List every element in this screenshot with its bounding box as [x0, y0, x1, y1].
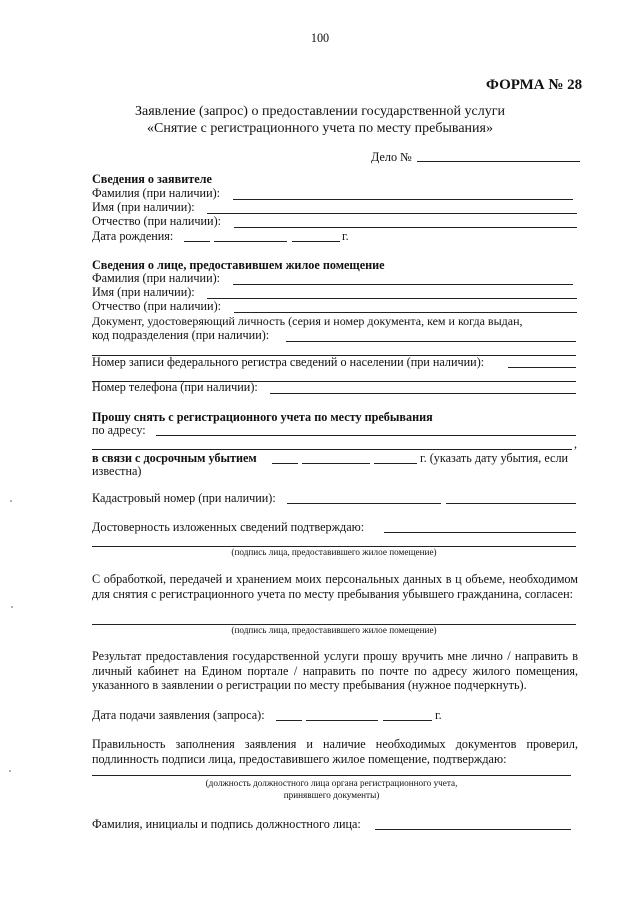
birthdate-year-field[interactable]	[292, 241, 340, 242]
provider-heading: Сведения о лице, предоставившем жилое помещение	[92, 258, 385, 272]
form-title-line1: Заявление (запрос) о предоставлении государственной услуги	[135, 104, 505, 119]
reliability-signature-caption: (подпись лица, предоставившего жилое помещение)	[231, 547, 437, 557]
consent-signature-caption: (подпись лица, предоставившего жилое помещение)	[231, 625, 437, 635]
submission-day-field[interactable]	[276, 720, 302, 721]
request-heading: Прошу снять с регистрационного учета по месту пребывания	[92, 410, 433, 424]
scan-speck	[10, 500, 12, 502]
submission-year-suffix: г.	[435, 708, 442, 722]
applicant-patronymic-field[interactable]	[234, 227, 577, 228]
result-text: Результат предоставления государственной услуги прошу вручить мне лично / направить в личный кабинет на Едином портале / направить по почте по адресу жилого помещения, указанного в заявлении о регистрации по месту пребывания (нужное подчеркнуть).	[92, 649, 578, 692]
provider-name-label: Имя (при наличии):	[92, 285, 195, 299]
provider-patronymic-label: Отчество (при наличии):	[92, 299, 222, 313]
submission-month-field[interactable]	[306, 720, 378, 721]
applicant-heading: Сведения о заявителе	[92, 172, 212, 186]
applicant-birthdate-label: Дата рождения:	[92, 229, 174, 243]
verification-signature-line[interactable]	[92, 775, 571, 776]
scan-speck	[11, 606, 13, 608]
birthdate-year-suffix: г.	[342, 229, 349, 243]
reliability-field[interactable]	[384, 532, 576, 533]
departure-day-field[interactable]	[272, 463, 298, 464]
official-signature-field[interactable]	[375, 829, 571, 830]
case-number-field[interactable]	[417, 161, 580, 162]
applicant-name-field[interactable]	[207, 213, 577, 214]
address-field[interactable]	[156, 435, 576, 436]
cadastral-label: Кадастровый номер (при наличии):	[92, 491, 276, 505]
birthdate-month-field[interactable]	[214, 241, 287, 242]
provider-name-field[interactable]	[207, 298, 577, 299]
cadastral-field-2[interactable]	[446, 503, 576, 504]
provider-surname-label: Фамилия (при наличии):	[92, 271, 221, 285]
provider-document-label-line1: Документ, удостоверяющий личность (серия и номер документа, кем и когда выдан,	[92, 314, 523, 328]
reliability-label: Достоверность изложенных сведений подтверждаю:	[92, 520, 365, 534]
verification-caption-line1: (должность должностного лица органа регистрационного учета,	[205, 778, 458, 788]
consent-text: С обработкой, передачей и хранением моих персональных данных в ц объеме, необходимом для снятия с регистрационного учета по месту пребывания убывшего гражданина, согласен:	[92, 572, 578, 601]
applicant-surname-label: Фамилия (при наличии):	[92, 186, 221, 200]
early-departure-hint: г. (указать дату убытия, если	[420, 451, 569, 465]
applicant-patronymic-label: Отчество (при наличии):	[92, 214, 222, 228]
early-departure-label: в связи с досрочным убытием	[92, 451, 257, 465]
address-comma: ,	[574, 437, 578, 451]
address-label: по адресу:	[92, 423, 146, 437]
departure-month-field[interactable]	[302, 463, 370, 464]
registry-record-field[interactable]	[508, 367, 576, 368]
provider-surname-field[interactable]	[233, 284, 573, 285]
phone-label: Номер телефона (при наличии):	[92, 380, 258, 394]
form-title-line2: «Снятие с регистрационного учета по месту пребывания»	[147, 121, 493, 136]
form-number: ФОРМА № 28	[486, 77, 583, 93]
verification-caption-line2: принявшего документы)	[283, 790, 380, 800]
provider-document-label-line2: код подразделения (при наличии):	[92, 328, 270, 342]
applicant-name-label: Имя (при наличии):	[92, 200, 195, 214]
provider-patronymic-field[interactable]	[234, 312, 577, 313]
registry-record-label: Номер записи федерального регистра сведений о населении (при наличии):	[92, 355, 485, 369]
submission-date-label: Дата подачи заявления (запроса):	[92, 708, 265, 722]
verification-text: Правильность заполнения заявления и наличие необходимых документов проверил, подлинность подписи лица, предоставившего жилое помещение, подтверждаю:	[92, 737, 578, 766]
provider-document-field[interactable]	[286, 341, 576, 342]
scan-speck	[9, 770, 11, 772]
case-number-label: Дело №	[371, 150, 412, 164]
page-number: 100	[310, 31, 330, 45]
early-departure-hint-2: известна)	[92, 464, 142, 478]
cadastral-field-1[interactable]	[287, 503, 441, 504]
applicant-surname-field[interactable]	[233, 199, 573, 200]
official-label: Фамилия, инициалы и подпись должностного лица:	[92, 817, 361, 831]
submission-year-field[interactable]	[383, 720, 432, 721]
birthdate-day-field[interactable]	[184, 241, 210, 242]
phone-field[interactable]	[270, 393, 576, 394]
departure-year-field[interactable]	[374, 463, 417, 464]
address-field-2[interactable]	[92, 449, 572, 450]
